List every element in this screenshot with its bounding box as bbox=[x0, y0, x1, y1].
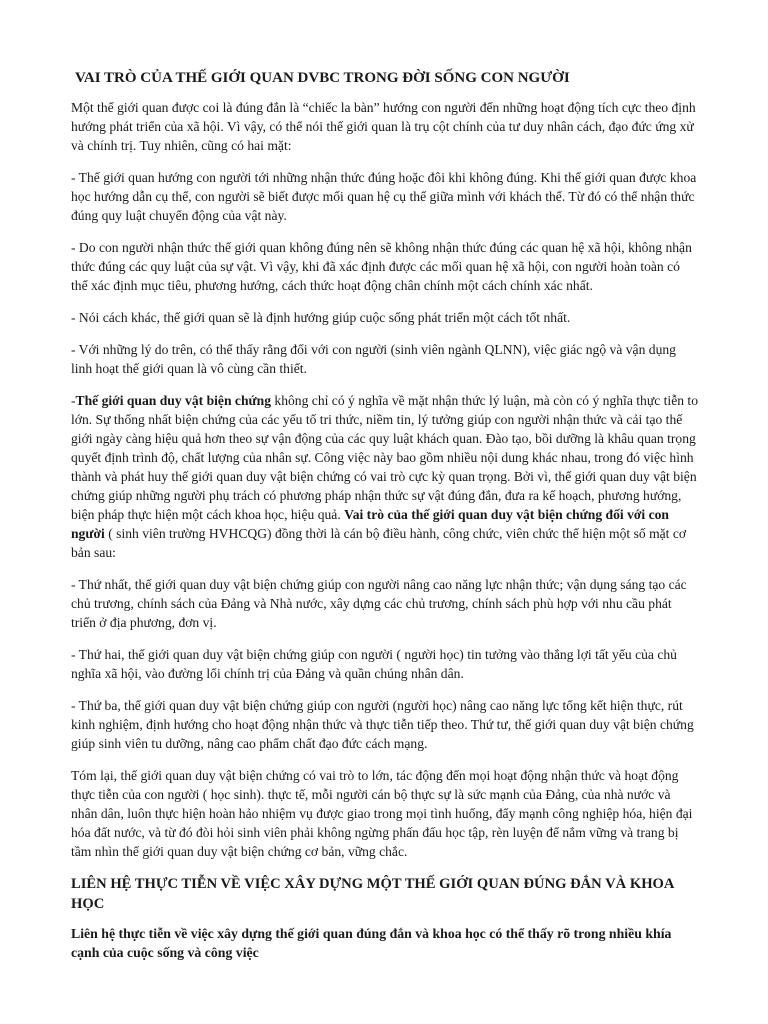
dash: - bbox=[71, 393, 76, 408]
document-page bbox=[71, 68, 699, 962]
paragraph-dialectical-materialism bbox=[71, 391, 699, 562]
paragraph-first-point: - Thứ nhất, thế giới quan duy vật biện chứng giúp con người nâng cao năng lực nhận thức; vận dụng sáng tạo các chủ trương, chính sách của Đảng và Nhà nước, xây dựng các chủ trương, chính sách phù hợp với nhu cầu phát triển ở địa phương, đơn vị. bbox=[71, 577, 687, 630]
bold-role-phrase: Vai trò của thế giới quan duy vật biện chứng đối với con người bbox=[71, 507, 669, 541]
paragraph-in-other-words: - Nói cách khác, thế giới quan sẽ là định hướng giúp cuộc sống phát triển một cách tốt nhất. bbox=[71, 310, 571, 325]
section-heading: LIÊN HỆ THỰC TIỄN VỀ VIỆC XÂY DỰNG MỘT THẾ GIỚI QUAN ĐÚNG ĐẮN VÀ KHOA HỌC bbox=[71, 876, 674, 912]
paragraph-third-point: - Thứ ba, thế giới quan duy vật biện chứng giúp con người (người học) nâng cao năng lực tổng kết hiện thực, rút kinh nghiệm, định hướng cho hoạt động nhận thức và thực tiễn tiếp theo. Thứ tư, thế giới quan duy vật biện chứng giúp sinh viên tu dưỡng, nâng cao phẩm chất đạo đức cách mạng. bbox=[71, 698, 694, 751]
paragraph-aspect-two: - Do con người nhận thức thế giới quan không đúng nên sẽ không nhận thức đúng các quan hệ xã hội, không nhận thức đúng các quy luật của sự vật. Vì vậy, khi đã xác định được các mối quan hệ xã hội, con người hoàn toàn có thể xác định mục tiêu, phương hướng, cách thức hoạt động chân chính một cách chính xác nhất. bbox=[71, 240, 692, 293]
document-title: VAI TRÒ CỦA THẾ GIỚI QUAN DVBC TRONG ĐỜI SỐNG CON NGƯỜI bbox=[75, 70, 570, 86]
section-lead-paragraph: Liên hệ thực tiễn về việc xây dựng thế giới quan đúng đắn và khoa học có thể thấy rõ trong nhiều khía cạnh của cuộc sống và công việc bbox=[71, 926, 672, 960]
paragraph-aspect-one: - Thế giới quan hướng con người tới những nhận thức đúng hoặc đôi khi không đúng. Khi thế giới quan được khoa học hướng dẫn cụ thể, con người sẽ biết được mối quan hệ cụ thể giữa mình với khách thể. Từ đó có thể nhận thức đúng quy luật chuyển động của vật này. bbox=[71, 170, 697, 223]
paragraph-text-a: không chỉ có ý nghĩa về mặt nhận thức lý luận, mà còn có ý nghĩa thực tiễn to lớn. Sự thống nhất biện chứng của các yếu tố tri thức, niềm tin, lý tưởng giúp con người nhận thức và cải tạo thế giới ngày càng hiệu quả hơn theo sự vận động của các quy luật khách quan. Đào tạo, bồi dưỡng là khâu quan trọng quyết định trình độ, chất lượng của nhân sự. Công việc này bao gồm nhiều nội dung khác nhau, trong đó việc hình thành và phát huy thế giới quan duy vật biện chứng có vai trò cực kỳ quan trọng. Bởi vì, thế giới quan duy vật biện chứng giúp những người phụ trách có phương pháp nhận thức sự vật đúng đắn, đưa ra kế hoạch, phương hướng, biện pháp thực hiện một cách khoa học, hiệu quả. bbox=[71, 393, 698, 522]
paragraph-intro: Một thế giới quan được coi là đúng đắn là “chiếc la bàn” hướng con người đến những hoạt động tích cực theo định hướng phát triển của xã hội. Vì vậy, có thể nói thế giới quan là trụ cột chính của tư duy nhân cách, đạo đức ứng xử và chính trị. Tuy nhiên, cũng có hai mặt: bbox=[71, 100, 696, 153]
paragraph-second-point: - Thứ hai, thế giới quan duy vật biện chứng giúp con người ( người học) tin tưởng vào thắng lợi tất yếu của chủ nghĩa xã hội, vào đường lối chính trị của Đảng và quần chúng nhân dân. bbox=[71, 647, 677, 681]
paragraph-summary: Tóm lại, thế giới quan duy vật biện chứng có vai trò to lớn, tác động đến mọi hoạt động nhận thức và hoạt động thực tiễn của con người ( học sinh). thực tế, mỗi người cán bộ thực sự là sức mạnh của Đảng, của nhà nước và nhân dân, luôn thực hiện hoàn hảo nhiệm vụ được giao trong mọi tình huống, đẩy mạnh công nghiệp hóa, hiện đại hóa đất nước, và từ đó đòi hỏi sinh viên phải không ngừng phấn đấu học tập, rèn luyện để nắm vững và trang bị tầm nhìn thế giới quan duy vật biện chứng cơ bản, vững chắc. bbox=[71, 768, 693, 859]
paragraph-necessity: - Với những lý do trên, có thể thấy rằng đối với con người (sinh viên ngành QLNN), việc giác ngộ và vận dụng linh hoạt thế giới quan là vô cùng cần thiết. bbox=[71, 342, 676, 376]
bold-lead-phrase: Thế giới quan duy vật biện chứng bbox=[75, 393, 272, 408]
paragraph-text-b: ( sinh viên trường HVHCQG) đồng thời là cán bộ điều hành, công chức, viên chức thể hiện một số mặt cơ bản sau: bbox=[71, 526, 687, 560]
